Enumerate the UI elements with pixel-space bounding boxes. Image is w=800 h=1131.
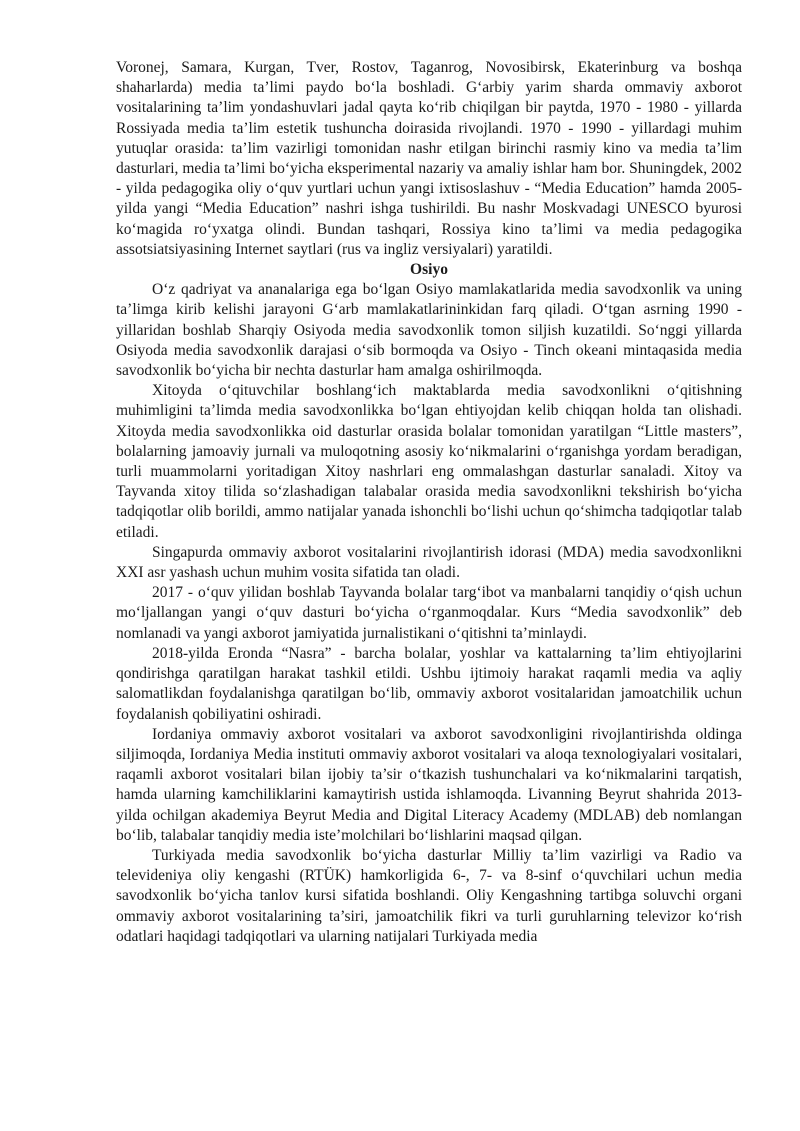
paragraph-turkey: Turkiyada media savodxonlik bo‘yicha dasturlar Milliy ta’lim vazirligi va Radio va televideniya oliy kengashi (RTÜK) hamkorligida 6-, 7- va 8-sinf o‘quvchilari uchun media savodxonlik bo‘yicha tanlov kursi sifatida boshlandi. Oliy Kengashning tartibga soluvchi organi ommaviy axborot vositalarining ta’siri, jamoatchilik fikri va turli guruhlarning televizor ko‘rish odatlari haqidagi tadqiqotlari va ularning natijalari Turkiyada media (116, 846, 742, 945)
paragraph-iran: 2018-yilda Eronda “Nasra” - barcha bolalar, yoshlar va kattalarning ta’lim ehtiyojlarini qondirishga qaratilgan harakat tashkil etildi. Ushbu ijtimoiy harakat raqamli media va aqliy salomatlikdan foydalanishga qaratilgan bo‘lib, ommaviy axborot vositalaridan jamoatchilik uchun foydalanish qobiliyatini oshiradi. (116, 644, 742, 723)
paragraph-intro-continuation: Voronej, Samara, Kurgan, Tver, Rostov, Taganrog, Novosibirsk, Ekaterinburg va boshqa shaharlarda) media ta’limi paydo bo‘la boshladi. G‘arbiy yarim sharda ommaviy axborot vositalarining ta’lim yondashuvlari jadal qayta ko‘rib chiqilgan bir paytda, 1970 - 1980 - yillarda Rossiyada media ta’lim estetik tushuncha doirasida rivojlandi. 1970 - 1990 - yillardagi muhim yutuqlar orasida: ta’lim vazirligi tomonidan nashr etilgan birinchi rasmiy kino va media ta’lim dasturlari, media ta’limi bo‘yicha eksperimental nazariy va amaliy ishlar ham bor. Shuningdek, 2002 - yilda pedagogika oliy o‘quv yurtlari uchun yangi ixtisoslashuv - “Media Education” hamda 2005-yilda yangi “Media Education” nashri ishga tushirildi. Bu nashr Moskvadagi UNESCO byurosi ko‘magida ro‘yxatga olindi. Bundan tashqari, Rossiya kino ta’limi va media pedagogika assotsiatsiyasining Internet saytlari (rus va ingliz versiyalari) yaratildi. (116, 59, 742, 258)
paragraph-asia-overview: O‘z qadriyat va ananalariga ega bo‘lgan Osiyo mamlakatlarida media savodxonlik va uning ta’limga kirib kelishi jarayoni G‘arb mamlakatlarininkidan farq qiladi. O‘tgan asrning 1990 - yillaridan boshlab Sharqiy Osiyoda media savodxonlik tomon siljish kuzatildi. So‘nggi yillarda Osiyoda media savodxonlik darajasi o‘sib bormoqda va Osiyo - Tinch okeani mintaqasida media savodxonlik bo‘yicha bir nechta dasturlar ham amalga oshirilmoqda. (116, 281, 742, 380)
section-heading-osiyo: Osiyo (410, 261, 448, 279)
document-page (116, 58, 742, 947)
paragraph-taiwan: 2017 - o‘quv yilidan boshlab Tayvanda bolalar targ‘ibot va manbalarni tanqidiy o‘qish uchun mo‘ljallangan yangi o‘quv dasturi bo‘yicha o‘rganmoqdalar. Kurs “Media savodxonlik” deb nomlanadi va yangi axborot jamiyatida jurnalistikani o‘qitishni ta’minlaydi. (116, 584, 742, 642)
paragraph-china: Xitoyda o‘qituvchilar boshlang‘ich maktablarda media savodxonlikni o‘qitishning muhimligini ta’limda media savodxonlikka bo‘lgan ehtiyojdan kelib chiqqan holda tan olishadi. Xitoyda media savodxonlikka oid dasturlar orasida bolalar tomonidan yaratilgan “Little masters”, bolalarning jamoaviy jurnali va muloqotning asosiy ko‘nikmalarini o‘rganishga yordam beradigan, turli muammolarni yoritadigan Xitoy nashrlari eng ommalashgan dasturlar sanaladi. Xitoy va Tayvanda xitoy tilida so‘zlashadigan talabalar orasida media savodxonlikni tekshirish bo‘yicha tadqiqotlar olib borildi, ammo natijalar yanada ishonchli bo‘lishi uchun qo‘shimcha tadqiqotlar talab etiladi. (116, 382, 742, 541)
paragraph-singapore: Singapurda ommaviy axborot vositalarini rivojlantirish idorasi (MDA) media savodxonlikni XXI asr yashash uchun muhim vosita sifatida tan oladi. (116, 543, 742, 582)
paragraph-jordan-lebanon: Iordaniya ommaviy axborot vositalari va axborot savodxonligini rivojlantirishda oldinga siljimoqda, Iordaniya Media instituti ommaviy axborot vositalari va aloqa texnologiyalari vositalari, raqamli axborot vositalari bilan ijobiy ta’sir o‘tkazish tushunchalari va ko‘nikmalarini tarqatish, hamda ularning kamchiliklarini kamaytirish ustida ishlamoqda. Livanning Beyrut shahrida 2013-yilda ochilgan akademiya Beyrut Media and Digital Literacy Academy (MDLAB) deb nomlangan bo‘lib, talabalar tanqidiy media iste’molchilari bo‘lishlarini maqsad qilgan. (116, 725, 742, 844)
